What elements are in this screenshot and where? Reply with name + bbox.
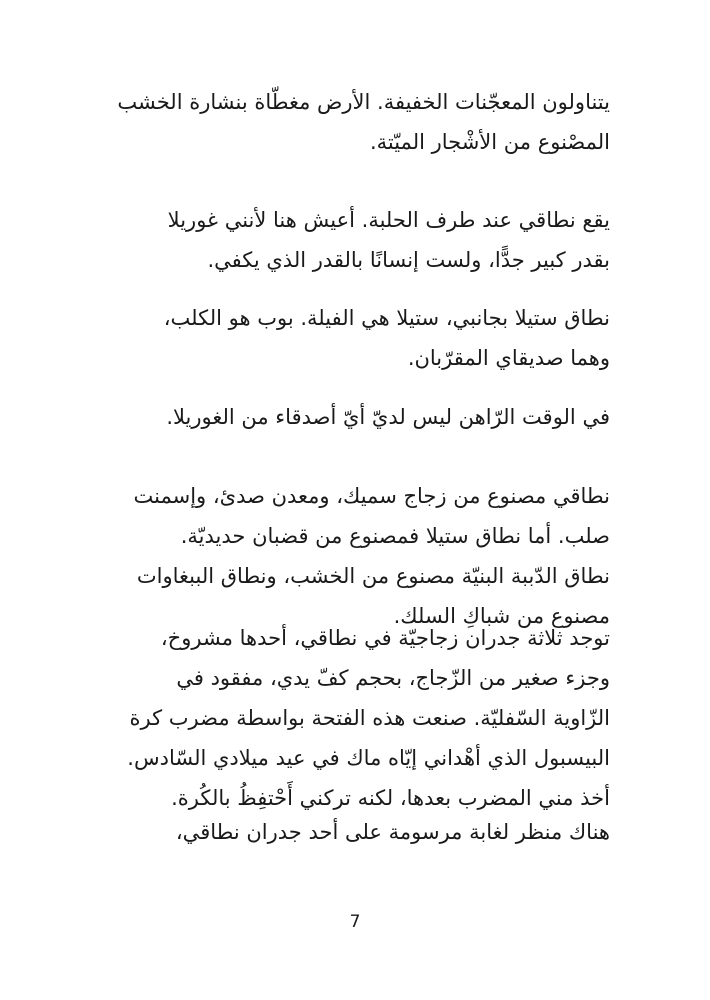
paragraph-7 <box>100 812 610 852</box>
text-line: صلب. أما نطاق ستيلا فمصنوع من قضبان حديديّة. <box>180 524 610 548</box>
paragraph-6 <box>100 618 610 818</box>
paragraph-4 <box>100 397 610 437</box>
text-line: بقدر كبير جدًّا، ولست إنسانًا بالقدر الذي يكفي. <box>207 248 610 272</box>
text-line: وهما صديقاي المقرّبان. <box>407 346 610 370</box>
text-line: يتناولون المعجّنات الخفيفة. الأرض مغطّاة بنشارة الخشب <box>117 90 610 114</box>
paragraph-1 <box>100 82 610 162</box>
text-line: نطاقي مصنوع من زجاج سميك، ومعدن صدئ، وإسمنت <box>133 484 610 508</box>
text-line: نطاق ستيلا بجانبي، ستيلا هي الفيلة. بوب هو الكلب، <box>163 306 610 330</box>
text-line: مصنوع من شباكِ السلك. <box>393 604 610 628</box>
text-line: نطاق الدّببة البنيّة مصنوع من الخشب، ونطاق الببغاوات <box>136 564 610 588</box>
text-line: أخذ مني المضرب بعدها، لكنه تركني أَحْتفِظُ بالكُرة. <box>171 786 610 810</box>
text-line: وجزء صغير من الزّجاج، بحجم كفّ يدي، مفقود في <box>176 666 610 690</box>
paragraph-2 <box>100 200 610 280</box>
text-line: يقع نطاقي عند طرف الحلبة. أعيش هنا لأنني غوريلا <box>167 208 610 232</box>
paragraph-3 <box>100 298 610 378</box>
page-number: 7 <box>349 912 361 932</box>
text-line: البيسبول الذي أهْداني إيّاه ماك في عيد ميلادي السّادس. <box>127 746 610 770</box>
text-line: المصْنوع من الأشْجار الميّتة. <box>369 130 610 154</box>
paragraph-5 <box>100 476 610 636</box>
text-line: توجد ثلاثة جدران زجاجيّة في نطاقي، أحدها مشروخ، <box>160 626 610 650</box>
text-line: الزّاوية السّفليّة. صنعت هذه الفتحة بواسطة مضرب كرة <box>129 706 610 730</box>
text-line: في الوقت الرّاهن ليس لديّ أيّ أصدقاء من الغوريلا. <box>166 405 610 429</box>
text-line: هناك منظر لغابة مرسومة على أحد جدران نطاقي، <box>175 820 610 844</box>
